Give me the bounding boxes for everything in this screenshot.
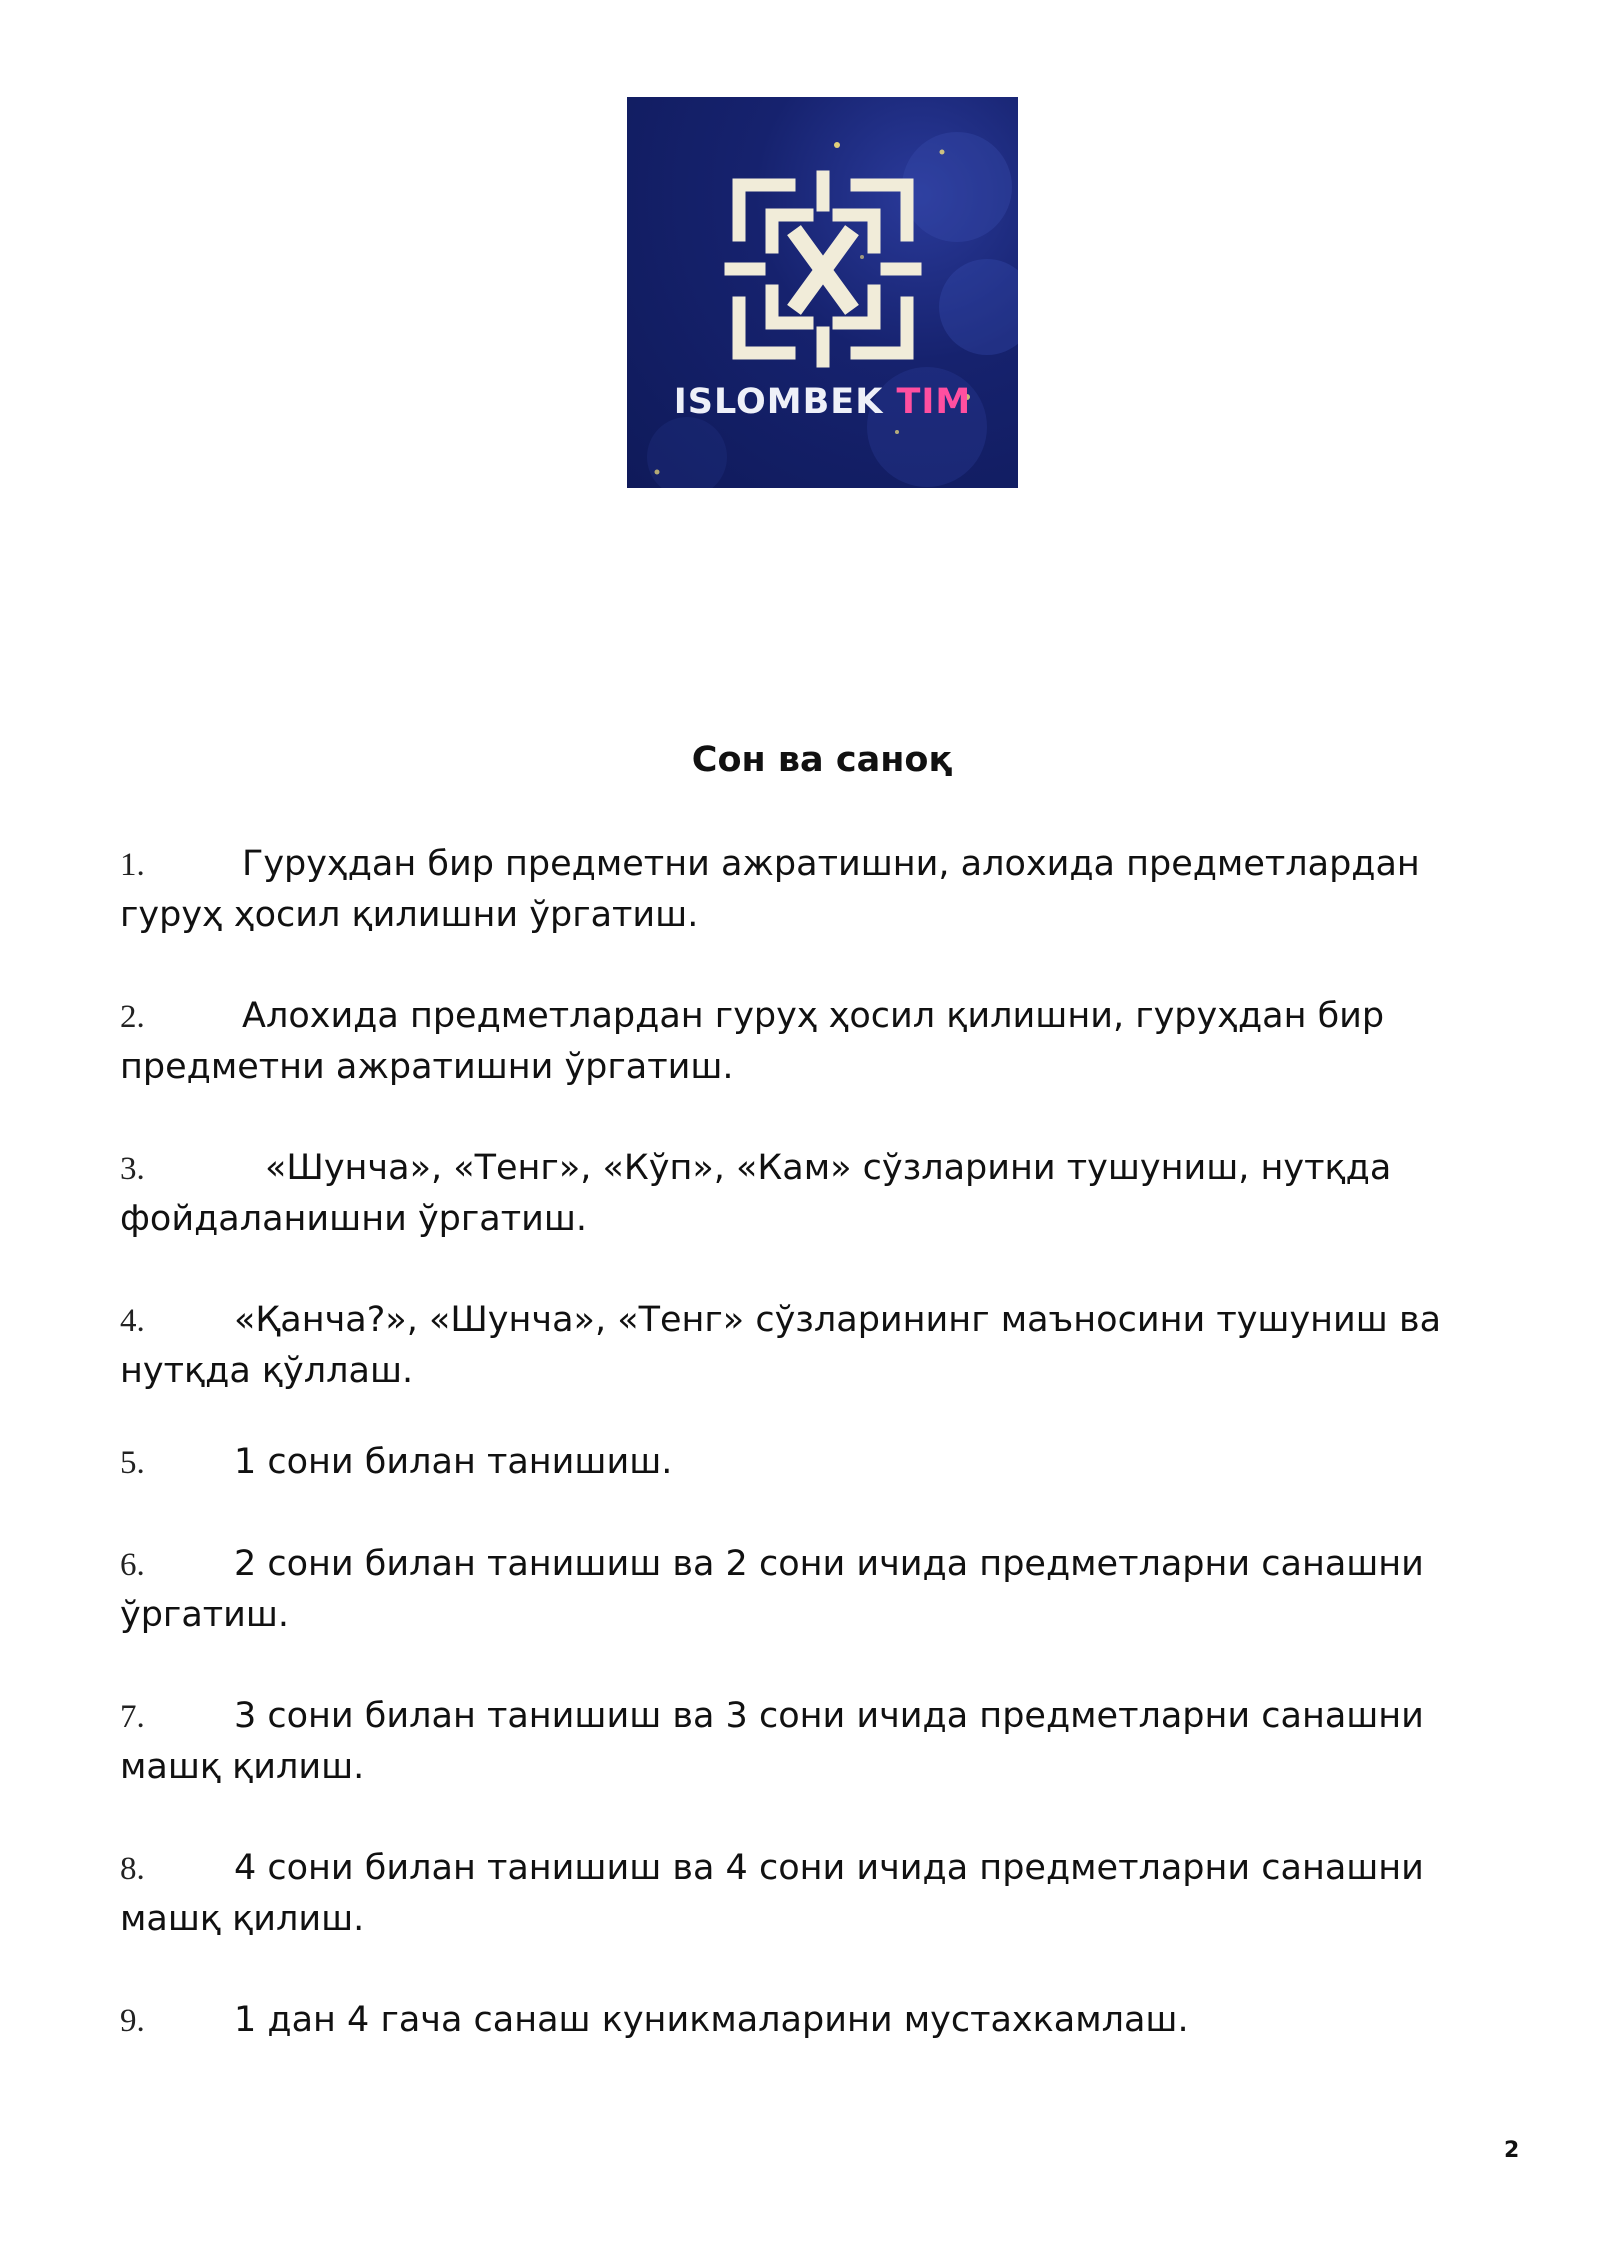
logo — [627, 97, 1018, 488]
logo-brand-main: ISLOMBEK — [673, 382, 897, 422]
list-item-number: 8. — [120, 1851, 145, 1887]
list-item-number: 6. — [120, 1547, 145, 1583]
list-item-text: 1 дан 4 гача санаш куникмаларини мустахкамлаш. — [234, 2000, 1189, 2040]
list-item-number: 7. — [120, 1699, 145, 1735]
logo-brand-text — [627, 382, 1018, 422]
list-item — [120, 1995, 1520, 2046]
page-title: Сон ва саноқ — [691, 740, 953, 780]
list-item-text: «Шунча», «Тенг», «Кўп», «Кам» сўзларини тушуниш, нутқда фойдаланишни ўргатиш. — [120, 1148, 1392, 1239]
list-item — [120, 1143, 1520, 1245]
list-item — [120, 839, 1520, 941]
logo-brand-accent: TIM — [896, 382, 972, 422]
list-item-text: Алохида предметлардан гуруҳ ҳосил қилишни, гуруҳдан бир предметни ажратишни ўргатиш. — [120, 996, 1385, 1087]
list-item — [120, 1539, 1520, 1641]
list-item — [120, 1691, 1520, 1793]
page-number: 2 — [1504, 2138, 1520, 2163]
list-item-number: 2. — [120, 999, 145, 1035]
list-item-text: 1 сони билан танишиш. — [234, 1442, 673, 1482]
list-item-text: 3 сони билан танишиш ва 3 сони ичида предметларни санашни машқ қилиш. — [120, 1696, 1424, 1787]
list-item-text: «Қанча?», «Шунча», «Тенг» сўзларининг маъносини тушуниш ва нутқда қўллаш. — [120, 1300, 1442, 1391]
list-item-number: 5. — [120, 1445, 145, 1481]
list-item — [120, 1843, 1520, 1945]
list-item — [120, 1437, 1520, 1488]
list-item-text: 2 сони билан танишиш ва 2 сони ичида предметларни санашни ўргатиш. — [120, 1544, 1424, 1635]
list-item-text: 4 сони билан танишиш ва 4 сони ичида предметларни санашни машқ қилиш. — [120, 1848, 1424, 1939]
list-item — [120, 1295, 1520, 1397]
x-maze-logo-icon — [627, 97, 1018, 488]
list-item-number: 3. — [120, 1151, 145, 1187]
list-item-text: Гуруҳдан бир предметни ажратишни, алохида предметлардан гуруҳ ҳосил қилишни ўргатиш. — [120, 844, 1420, 935]
list-item-number: 1. — [120, 847, 145, 883]
list-item-number: 4. — [120, 1303, 145, 1339]
list-item-number: 9. — [120, 2003, 145, 2039]
list-item — [120, 991, 1520, 1093]
